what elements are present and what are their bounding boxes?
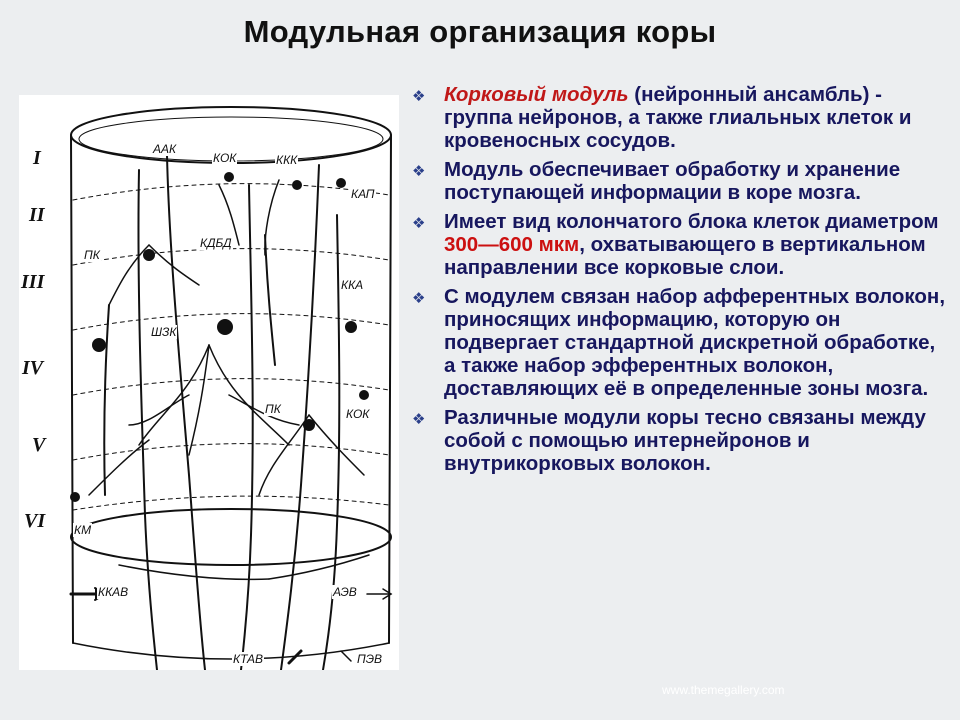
- label-km: КМ: [74, 523, 92, 537]
- bullet-text: Модуль обеспечивает обработку и хранение поступающей информации в коре мозга.: [444, 158, 901, 204]
- cortex-module-diagram: [19, 95, 399, 670]
- layer-label-5: V: [32, 434, 46, 456]
- label-aev: АЭВ: [333, 585, 357, 599]
- bullet-item: [412, 158, 952, 204]
- cortex-column-illustration: [19, 95, 399, 670]
- bullet-text: Имеет вид колончатого блока клеток диаметром: [444, 210, 939, 233]
- bullet-item: [412, 285, 952, 400]
- label-pk-top: ПК: [84, 248, 100, 262]
- label-pev: ПЭВ: [357, 652, 383, 666]
- layer-label-4: IV: [22, 357, 44, 379]
- bullet-list: [412, 83, 952, 481]
- label-kok-top: КОК: [213, 151, 237, 165]
- bullet-text: (нейронный ансамбль) - группа нейронов, а также глиальных клеток и кровеносных сосудов.: [444, 83, 912, 152]
- layer-label-1: I: [33, 147, 41, 169]
- label-kap: КАП: [351, 187, 375, 201]
- diameter-value: 300—600 мкм: [444, 233, 580, 256]
- bullet-text: , охватывающего в вертикальном направлении все корковые слои.: [444, 233, 926, 279]
- label-kka: ККА: [341, 278, 364, 292]
- label-shzk: ШЗК: [151, 325, 177, 339]
- term-highlight: Корковый модуль: [444, 83, 629, 106]
- label-ktav: КТАВ: [233, 652, 264, 666]
- diamond-bullet-icon: ❖: [412, 411, 426, 428]
- bullet-text: С модулем связан набор афферентных волокон, приносящих информацию, которую он подвергает стандартной дискретной обработке, а также набор эфферентных волокон, доставляющих её в определенные зоны мозга.: [444, 285, 946, 400]
- bullet-item: [412, 83, 952, 152]
- label-kok-bottom: КОК: [346, 407, 370, 421]
- label-kkav: ККАВ: [98, 585, 129, 599]
- footer-link[interactable]: www.themegallery.com: [662, 683, 785, 697]
- label-kdbd: КДБД: [200, 236, 232, 250]
- diamond-bullet-icon: ❖: [412, 290, 426, 307]
- bullet-item: [412, 210, 952, 279]
- bullet-text: Различные модули коры тесно связаны между собой с помощью интернейронов и внутрикорковых волокон.: [444, 406, 926, 475]
- label-kkk: ККК: [276, 153, 298, 167]
- diamond-bullet-icon: ❖: [412, 163, 426, 180]
- label-aak: ААК: [153, 142, 177, 156]
- label-pk-bottom: ПК: [265, 402, 281, 416]
- layer-label-6: VI: [24, 510, 46, 532]
- page-title: Модульная организация коры: [243, 14, 717, 49]
- layer-label-3: III: [21, 271, 45, 293]
- diamond-bullet-icon: ❖: [412, 215, 426, 232]
- diamond-bullet-icon: ❖: [412, 88, 426, 105]
- bullet-item: [412, 406, 952, 475]
- layer-label-2: II: [29, 204, 45, 226]
